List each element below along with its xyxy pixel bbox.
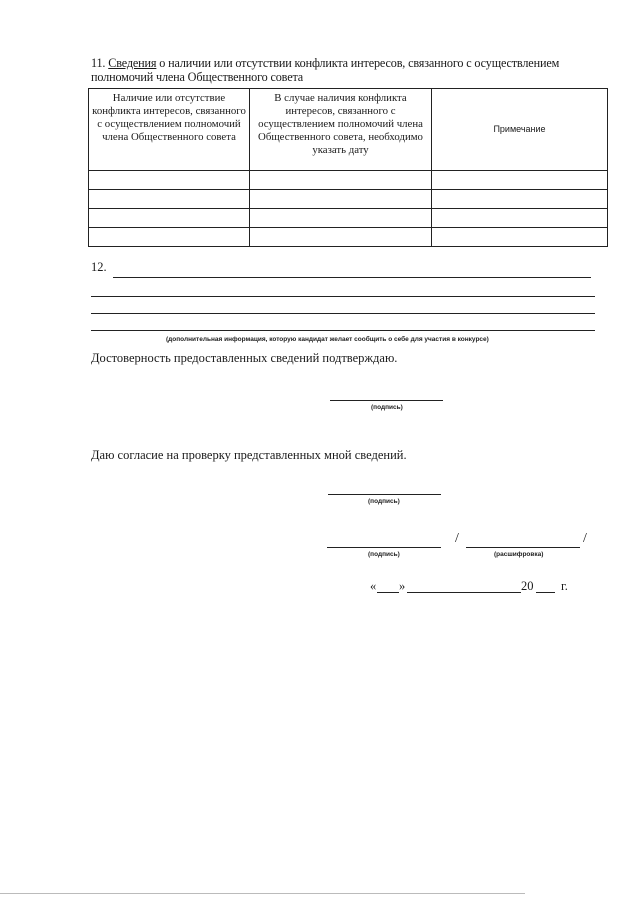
decode-slash-end: /: [583, 531, 587, 546]
section-12-line-1[interactable]: [113, 277, 591, 278]
table-cell[interactable]: [250, 171, 432, 190]
date-close-quote: »: [399, 579, 406, 593]
table-cell[interactable]: [432, 209, 608, 228]
consent-text: Даю согласие на проверку представленных мной сведений.: [91, 448, 407, 462]
table-cell[interactable]: [89, 171, 250, 190]
consent-signature-line[interactable]: [328, 494, 441, 495]
table-cell[interactable]: [89, 228, 250, 247]
table-cell[interactable]: [432, 190, 608, 209]
date-open-quote: «: [370, 579, 377, 593]
date-year-line[interactable]: [536, 592, 555, 593]
section-11-title-rest: о наличии или отсутствии конфликта интересов, связанного с осуществлением: [156, 56, 560, 70]
header-date: В случае наличия конфликта интересов, связанного с осуществлением полномочий члена Общественного совета, необходимо указать дату: [250, 89, 432, 171]
section-11-number: 11.: [91, 56, 106, 70]
table-cell[interactable]: [432, 171, 608, 190]
section-11-title-word: Сведения: [108, 56, 157, 70]
date-day-line[interactable]: [377, 592, 399, 593]
table-cell[interactable]: [250, 209, 432, 228]
header-note: Примечание: [432, 89, 608, 171]
date-month-line[interactable]: [407, 592, 521, 593]
final-signature-slash: /: [455, 531, 459, 546]
decode-caption: (расшифровка): [494, 551, 544, 558]
final-signature-caption: (подпись): [368, 551, 400, 558]
confirm-signature-caption: (подпись): [371, 404, 403, 411]
table-cell[interactable]: [89, 190, 250, 209]
section-12-line-2[interactable]: [91, 296, 595, 297]
table-row: [89, 190, 608, 209]
table-header-row: [89, 89, 608, 171]
table-row: [89, 209, 608, 228]
section-12-caption: (дополнительная информация, которую кандидат желает сообщить о себе для участия в конкурсе): [166, 336, 489, 343]
table-row: [89, 228, 608, 247]
section-11-title-line2: полномочий члена Общественного совета: [91, 70, 304, 84]
conflict-of-interest-table: [88, 88, 608, 247]
table-cell[interactable]: [250, 228, 432, 247]
section-12-line-4[interactable]: [91, 330, 595, 331]
consent-signature-caption: (подпись): [368, 498, 400, 505]
confirm-text: Достоверность предоставленных сведений подтверждаю.: [91, 351, 398, 365]
section-11-title: [91, 56, 616, 84]
header-presence: Наличие или отсутствие конфликта интересов, связанного с осуществлением полномочий члена Общественного совета: [89, 89, 250, 171]
section-12-number: 12.: [91, 260, 107, 274]
decode-line[interactable]: [466, 547, 580, 548]
date-year-suffix: г.: [561, 579, 568, 593]
confirm-signature-line[interactable]: [330, 400, 443, 401]
date-year-prefix: 20: [521, 579, 534, 593]
table-cell[interactable]: [89, 209, 250, 228]
table-cell[interactable]: [250, 190, 432, 209]
table-cell[interactable]: [432, 228, 608, 247]
scan-edge-line: [0, 893, 525, 894]
table-row: [89, 171, 608, 190]
final-signature-line[interactable]: [327, 547, 441, 548]
section-12-line-3[interactable]: [91, 313, 595, 314]
